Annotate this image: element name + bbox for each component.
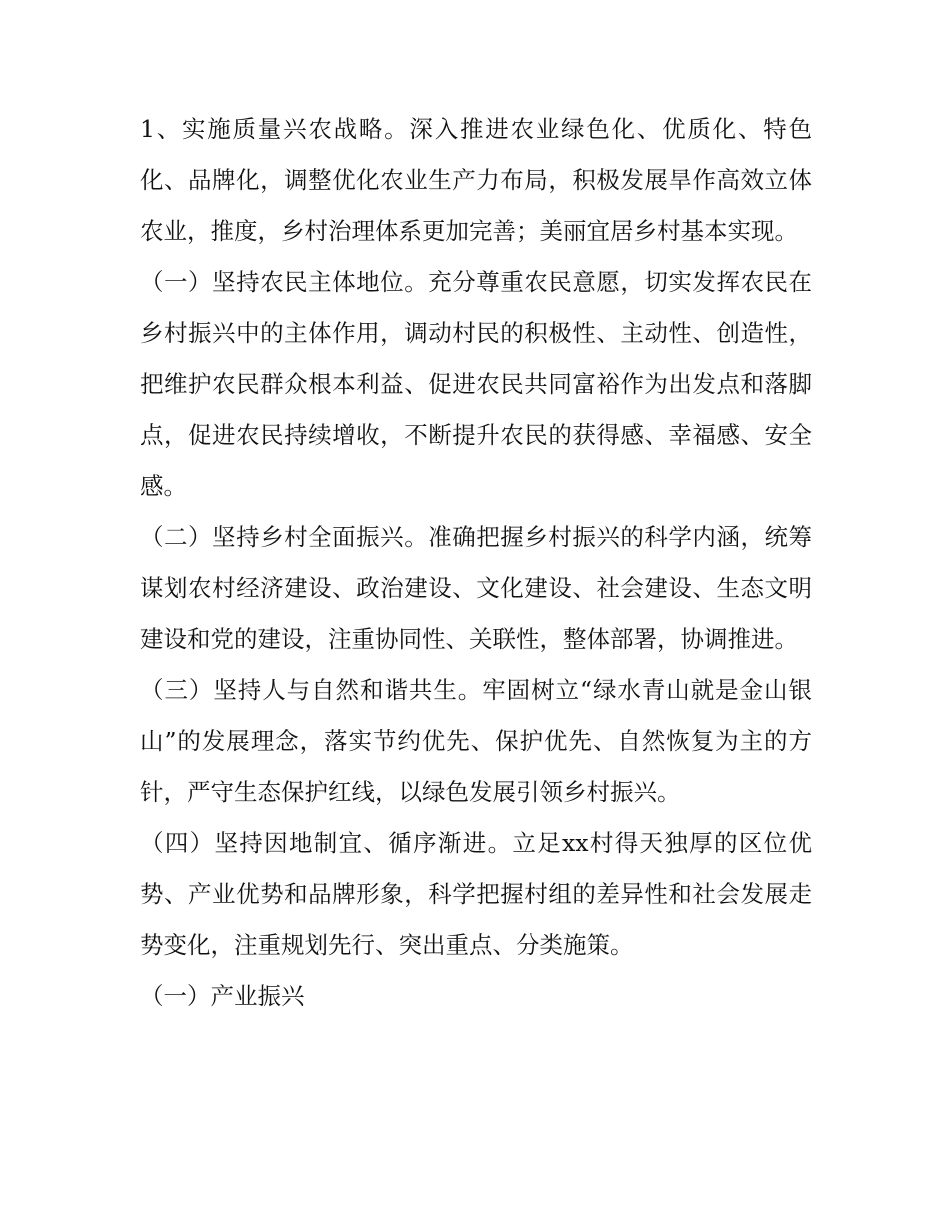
paragraph-farmer-subject: （一）坚持农民主体地位。充分尊重农民意愿，切实发挥农民在乡村振兴中的主体作用，调动村民的积极性、主动性、创造性，把维护农民群众根本利益、促进农民共同富裕作为出发点和落脚点，促进农民持续增收，不断提升农民的获得感、幸福感、安全感。 xyxy=(140,268,812,500)
paragraph-quality-agriculture: 1、实施质量兴农战略。深入推进农业绿色化、优质化、特色化、品牌化，调整优化农业生产力布局，积极发展旱作高效立体农业，推度，乡村治理体系更加完善；美丽宜居乡村基本实现。 xyxy=(140,115,812,245)
paragraph-comprehensive-revitalization: （二）坚持乡村全面振兴。准确把握乡村振兴的科学内涵，统筹谋划农村经济建设、政治建设、文化建设、社会建设、生态文明建设和党的建设，注重协同性、关联性，整体部署，协调推进。 xyxy=(140,523,812,653)
document-body xyxy=(140,104,812,1022)
section-heading-industry: （一）产业振兴 xyxy=(140,982,305,1010)
paragraph-local-conditions: （四）坚持因地制宜、循序渐进。立足xx村得天独厚的区位优势、产业优势和品牌形象，科学把握村组的差异性和社会发展走势变化，注重规划先行、突出重点、分类施策。 xyxy=(140,829,812,959)
paragraph-harmony-with-nature: （三）坚持人与自然和谐共生。牢固树立“绿水青山就是金山银山”的发展理念，落实节约优先、保护优先、自然恢复为主的方针，严守生态保护红线，以绿色发展引领乡村振兴。 xyxy=(140,676,812,806)
